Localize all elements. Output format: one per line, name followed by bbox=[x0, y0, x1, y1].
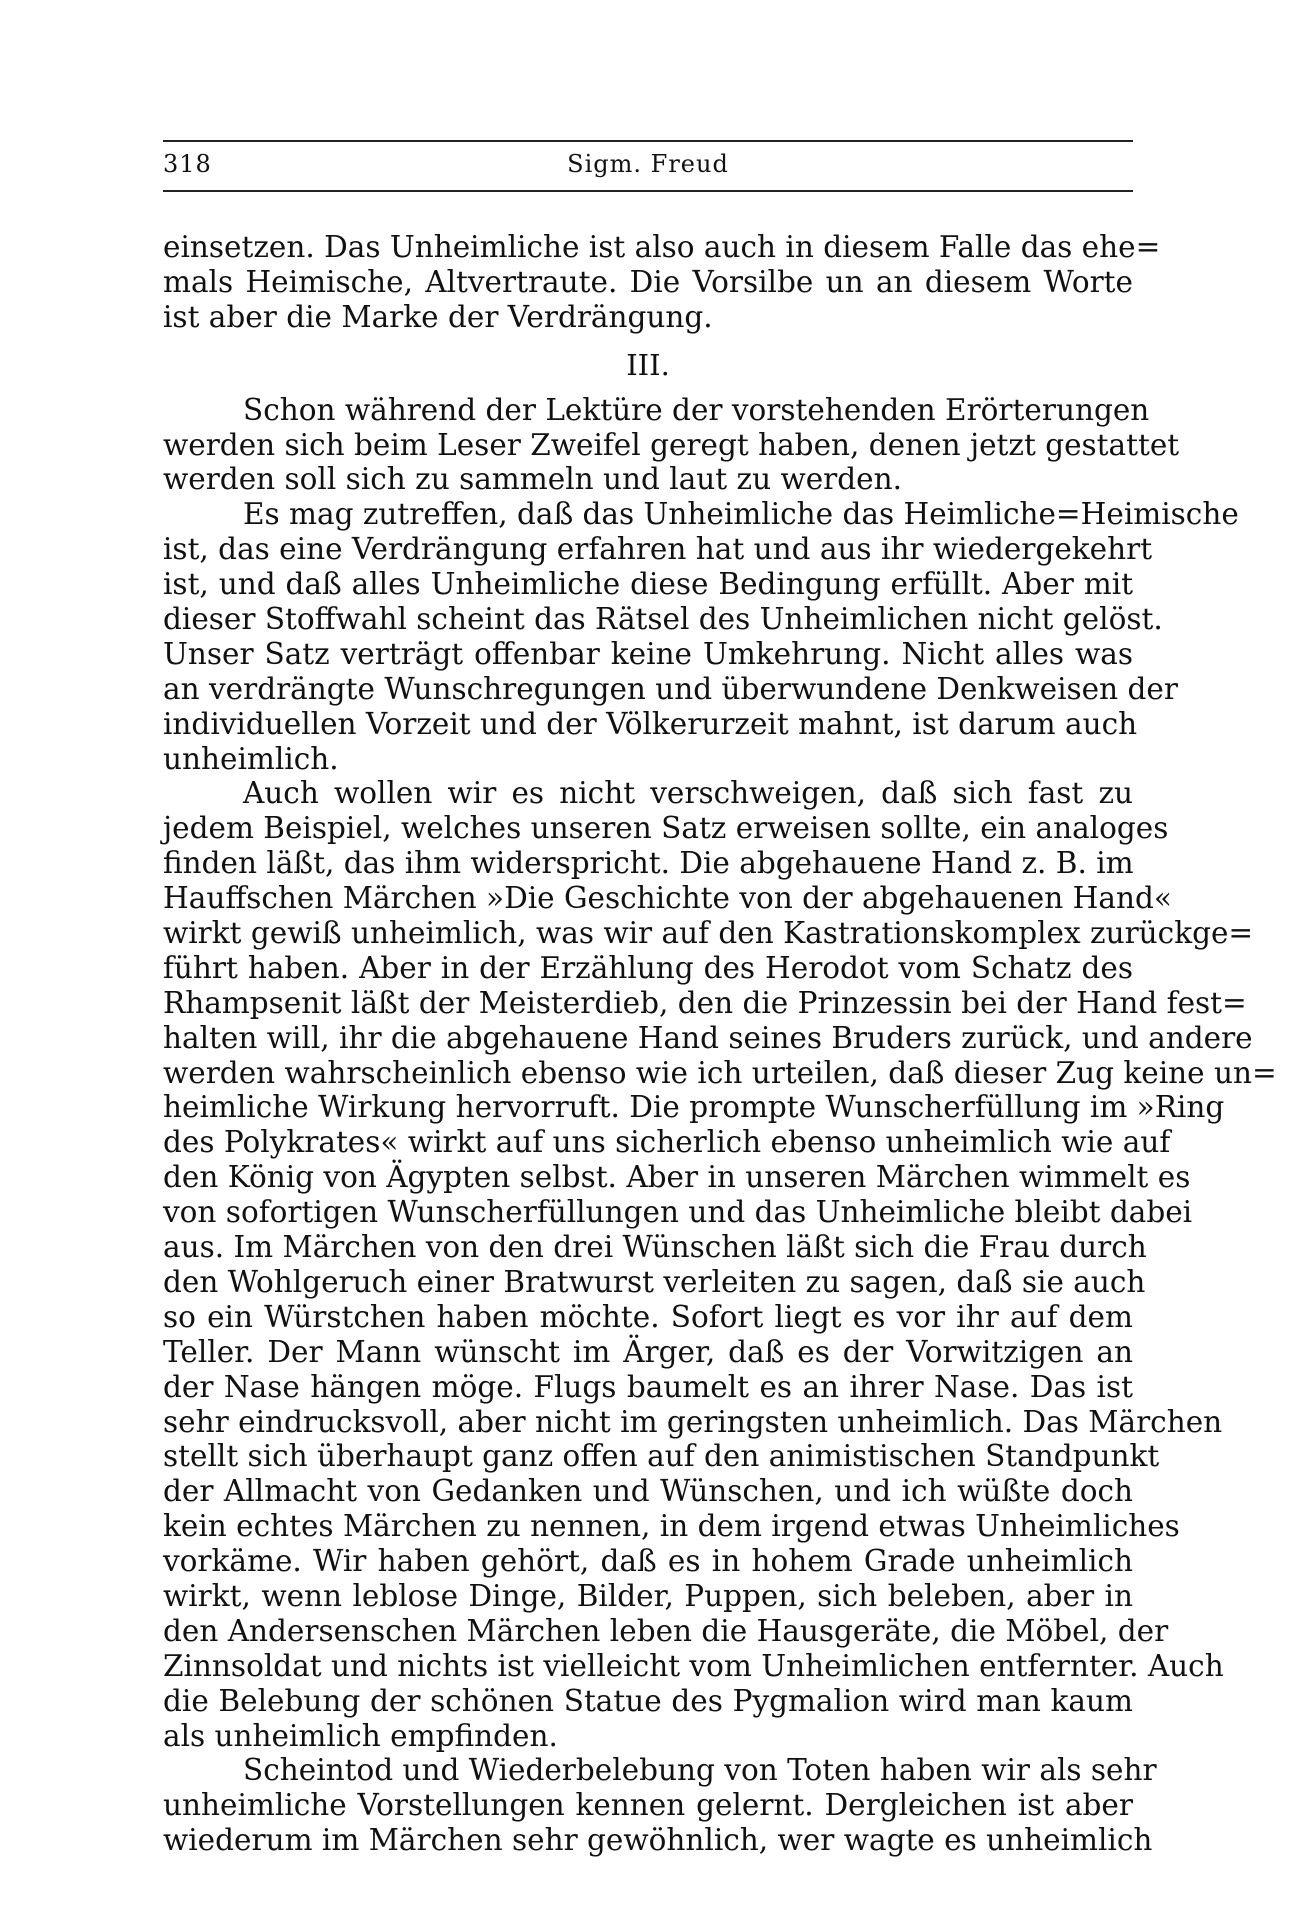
running-head: Sigm. Freud bbox=[567, 150, 729, 178]
text-line: individuellen Vorzeit und der Völkerurzeit mahnt, ist darum auch bbox=[163, 706, 1138, 741]
text-line: führt haben. Aber in der Erzählung des Herodot vom Schatz des bbox=[163, 950, 1133, 985]
text-line: halten will, ihr die abgehauene Hand seines Bruders zurück, und andere bbox=[163, 1020, 1253, 1055]
text-line: den Andersenschen Märchen leben die Hausgeräte, die Möbel, der bbox=[163, 1613, 1169, 1648]
text-line: wiederum im Märchen sehr gewöhnlich, wer wagte es unheimlich bbox=[163, 1823, 1153, 1858]
text-line: werden wahrscheinlich ebenso wie ich urteilen, daß dieser Zug keine un= bbox=[163, 1055, 1277, 1090]
text-line: an verdrängte Wunschregungen und überwundene Denkweisen der bbox=[163, 671, 1178, 706]
text-line: unheimliche Vorstellungen kennen gelernt. Dergleichen ist aber bbox=[163, 1788, 1133, 1823]
text-line: heimliche Wirkung hervorruft. Die prompte Wunscherfüllung im »Ring bbox=[163, 1090, 1225, 1125]
text-line: wirkt gewiß unheimlich, was wir auf den Kastrationskomplex zurückge= bbox=[163, 916, 1254, 951]
text-line: die Belebung der schönen Statue des Pygmalion wird man kaum bbox=[163, 1683, 1133, 1718]
text-line: Rhampsenit läßt der Meisterdieb, den die Prinzessin bei der Hand fest= bbox=[163, 985, 1247, 1020]
text-line: den Wohlgeruch einer Bratwurst verleiten zu sagen, daß sie auch bbox=[163, 1264, 1146, 1299]
text-line: mals Heimische, Altvertraute. Die Vorsilbe un an diesem Worte bbox=[163, 264, 1133, 299]
text-line: dieser Stoffwahl scheint das Rätsel des Unheimlichen nicht gelöst. bbox=[163, 602, 1163, 637]
text-line: kein echtes Märchen zu nennen, in dem irgend etwas Unheimliches bbox=[163, 1509, 1180, 1544]
text-line: einsetzen. Das Unheimliche ist also auch in diesem Falle das ehe= bbox=[163, 230, 1161, 264]
text-line: ist aber die Marke der Verdrängung. bbox=[163, 299, 713, 334]
text-line: jedem Beispiel, welches unseren Satz erweisen sollte, ein analoges bbox=[163, 811, 1169, 846]
text-line: der Allmacht von Gedanken und Wünschen, und ich wüßte doch bbox=[163, 1474, 1133, 1509]
text-line: Auch wollen wir es nicht verschweigen, daß sich fast zu bbox=[243, 776, 1133, 811]
section-heading: III. bbox=[626, 347, 670, 382]
text-line: aus. Im Märchen von den drei Wünschen läßt sich die Frau durch bbox=[163, 1230, 1147, 1265]
text-line: als unheimlich empfinden. bbox=[163, 1718, 558, 1753]
text-line: der Nase hängen möge. Flugs baumelt es an ihrer Nase. Das ist bbox=[163, 1369, 1133, 1404]
text-line: Scheintod und Wiederbelebung von Toten haben wir als sehr bbox=[243, 1753, 1157, 1788]
text-line: sehr eindrucksvoll, aber nicht im geringsten unheimlich. Das Märchen bbox=[163, 1404, 1223, 1439]
text-line: Schon während der Lektüre der vorstehenden Erörterungen bbox=[243, 392, 1150, 427]
text-line: vorkäme. Wir haben gehört, daß es in hohem Grade unheimlich bbox=[163, 1544, 1133, 1579]
text-line: des Polykrates« wirkt auf uns sicherlich ebenso unheimlich wie auf bbox=[163, 1125, 1171, 1160]
text-line: Hauffschen Märchen »Die Geschichte von der abgehauenen Hand« bbox=[163, 881, 1172, 916]
text-line: den König von Ägypten selbst. Aber in unseren Märchen wimmelt es bbox=[163, 1160, 1191, 1195]
text-line: unheimlich. bbox=[163, 741, 339, 776]
text-line: Es mag zutreffen, daß das Unheimliche das Heimliche=Heimische bbox=[243, 497, 1239, 532]
text-line: Zinnsoldat und nichts ist vielleicht vom Unheimlichen entfernter. Auch bbox=[163, 1648, 1224, 1683]
body-text bbox=[163, 230, 1277, 1858]
text-line: werden soll sich zu sammeln und laut zu werden. bbox=[163, 462, 902, 497]
text-line: werden sich beim Leser Zweifel geregt haben, denen jetzt gestattet bbox=[163, 427, 1180, 462]
page-header bbox=[163, 140, 1133, 192]
text-line: von sofortigen Wunscherfüllungen und das Unheimliche bleibt dabei bbox=[163, 1195, 1193, 1230]
text-line: ist, das eine Verdrängung erfahren hat und aus ihr wiedergekehrt bbox=[163, 532, 1153, 567]
text-line: so ein Würstchen haben möchte. Sofort liegt es vor ihr auf dem bbox=[163, 1299, 1133, 1334]
text-line: Teller. Der Mann wünscht im Ärger, daß es der Vorwitzigen an bbox=[163, 1334, 1133, 1369]
text-line: ist, und daß alles Unheimliche diese Bedingung erfüllt. Aber mit bbox=[163, 567, 1133, 602]
text-line: Unser Satz verträgt offenbar keine Umkehrung. Nicht alles was bbox=[163, 636, 1133, 671]
page-number: 318 bbox=[163, 150, 212, 178]
text-line: finden läßt, das ihm widerspricht. Die abgehauene Hand z. B. im bbox=[163, 846, 1134, 881]
text-line: stellt sich überhaupt ganz offen auf den animistischen Standpunkt bbox=[163, 1439, 1160, 1474]
text-line: wirkt, wenn leblose Dinge, Bilder, Puppen, sich beleben, aber in bbox=[163, 1578, 1133, 1613]
